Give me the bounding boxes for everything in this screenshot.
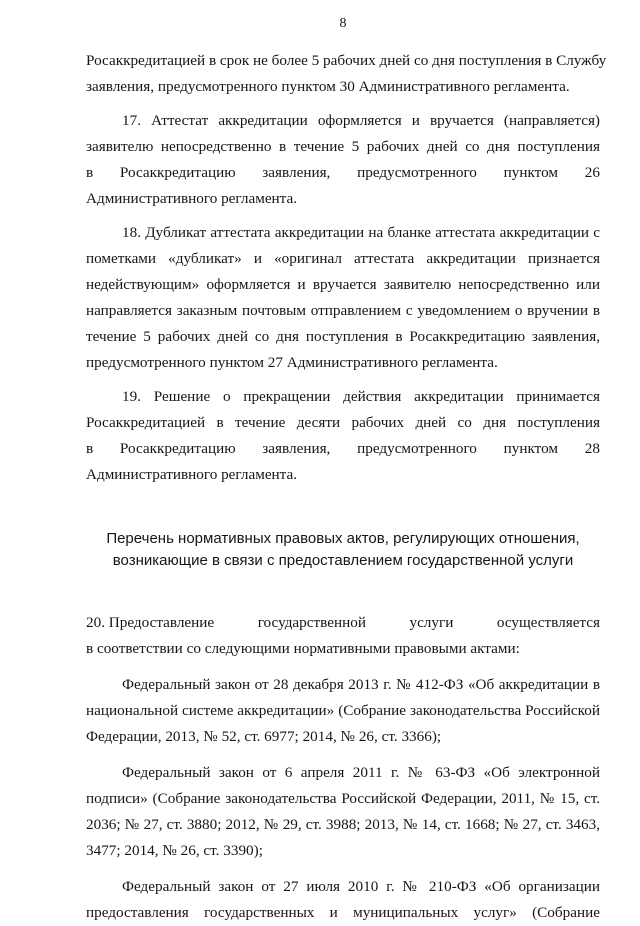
paragraph-17 (86, 108, 600, 212)
p19-line-2: Росаккредитацией в течение десяти рабочих дней со дня поступления (86, 414, 600, 431)
paragraph-19 (86, 384, 600, 488)
law-412-fz: Федеральный закон от 28 декабря 2013 г. № 412-ФЗ «Об аккредитации в национальной системе аккредитации» (Собрание законодательства Российской Федерации, 2013, № 52, ст. 6977; 2014, № 26, ст. 3366); (86, 676, 600, 745)
p19-line-4: Административного регламента. (86, 466, 298, 483)
law-210-line-2: предоставления государственных и муниципальных услуг» (Собрание (86, 904, 600, 921)
paragraph-18: 18. Дубликат аттестата аккредитации на бланке аттестата аккредитации с пометками «дубликат» и «оригинал аттестата аккредитации признается недействующим» оформляется и вручается заявителю непосредственно или направляется заказным почтовым отправлением с уведомлением о вручении в течение 5 рабочих дней со дня поступления в Росаккредитацию заявления, предусмотренного пунктом 27 Административного регламента. (86, 224, 600, 371)
heading-line-2: возникающие в связи с предоставлением государственной услуги (112, 552, 574, 569)
law-210-line-1: Федеральный закон от 27 июля 2010 г. № 210-ФЗ «Об организации (122, 878, 600, 895)
p20-line-1: 20. Предоставление государственной услуги осуществляется (86, 614, 600, 631)
p17-line-1: 17. Аттестат аккредитации оформляется и вручается (направляется) (122, 112, 600, 129)
law-210-fz (86, 874, 600, 926)
section-heading (86, 528, 600, 572)
heading-line-1: Перечень нормативных правовых актов, регулирующих отношения, (106, 530, 580, 547)
p19-line-3: в Росаккредитацию заявления, предусмотренного пунктом 28 (86, 440, 600, 457)
p19-line-1: 19. Решение о прекращении действия аккредитации принимается (122, 388, 600, 405)
p20-line-2: в соответствии со следующими нормативными правовыми актами: (86, 640, 520, 657)
page-number: 8 (339, 16, 347, 31)
paragraph-20 (86, 610, 600, 662)
p16-line-2: заявления, предусмотренного пунктом 30 Административного регламента. (86, 78, 570, 95)
law-63-fz: Федеральный закон от 6 апреля 2011 г. № 63-ФЗ «Об электронной подписи» (Собрание законодательства Российской Федерации, 2011, № 15, ст. 2036; № 27, ст. 3880; 2012, № 29, ст. 3988; 2013, № 14, ст. 1668; № 27, ст. 3463, 3477; 2014, № 26, ст. 3390); (86, 764, 600, 859)
p17-line-2: заявителю непосредственно в течение 5 рабочих дней со дня поступления (86, 138, 600, 155)
paragraph-16-tail (86, 48, 607, 100)
p17-line-3: в Росаккредитацию заявления, предусмотренного пунктом 26 (86, 164, 600, 181)
p16-line-1: Росаккредитацией в срок не более 5 рабочих дней со дня поступления в Службу (86, 52, 607, 69)
p17-line-4: Административного регламента. (86, 190, 298, 207)
